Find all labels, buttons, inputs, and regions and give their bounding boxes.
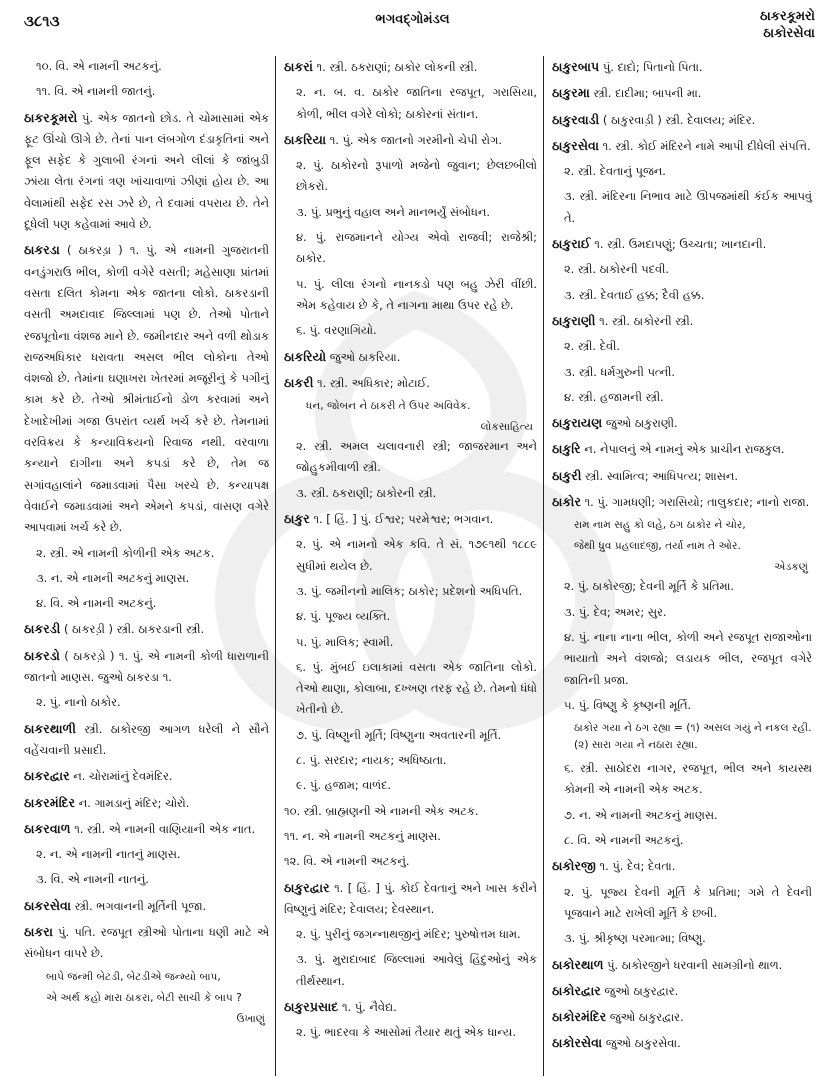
guide-word-first: ઠાકરકૂમરો — [760, 9, 815, 24]
dictionary-entry — [552, 135, 812, 157]
quotation: એ અર્થ કહો મારા ઠાકરા, બેટી સાચી કે બાપ ? — [46, 991, 242, 1004]
sense-definition: ૪. પું. પૂજ્ય વ્યક્તિ. — [296, 609, 391, 624]
sense-definition: ૪. સ્ત્રી. હજામની સ્ત્રી. — [564, 389, 664, 404]
dictionary-entry — [552, 980, 812, 1002]
dictionary-entry — [552, 855, 812, 877]
sense-definition: ૨. પું. ઠાકોરનો રૂપાળો મજેનો જુવાન; છેલછબીલો છોકરો. — [296, 158, 537, 194]
definition-text: ૧. સ્ત્રી. ઉમદાપણું; ઉચ્ચતા; ખાનદાની. — [590, 237, 767, 252]
sense-definition: ૨. સ્ત્રી. ઠાકોરની પદવી. — [564, 262, 669, 277]
definition-text: ૧. સ્ત્રી. એ નામની વાણિયાની એક નાત. — [70, 821, 256, 836]
definition-text: ૧. પું. ગામધણી; ગરાસિયો; તાલુકદાર; નાનો રાજા. — [580, 495, 810, 510]
dictionary-entry — [552, 438, 812, 460]
headword: ઠાકરિયા — [284, 131, 327, 147]
definition-text: ન. ગામડાનું મંદિર; ચોરો. — [75, 795, 190, 810]
headword: ઠાકુરી — [552, 467, 582, 483]
headword: ઠાકુરમા — [552, 85, 590, 101]
sense-definition: ૨. પું. પૂજ્ય દેવની મૂર્તિ કે પ્રતિમા; ગમે તે દેવની પૂજવાને માટે રાખેલી મૂર્તિ કે છબી. — [564, 884, 812, 920]
sense-definition: ૩. સ્ત્રી. ઠકરાણી; ઠાકોરની સ્ત્રી. — [296, 485, 437, 500]
sense-definition: ૩. પું. દેવ; અમર; સુર. — [564, 604, 667, 619]
definition-text: સ્ત્રી. ઠાકોરજી આગળ ધરેલી ને સૌને વહેંચવાની પ્રસાદી. — [24, 721, 269, 757]
dictionary-entry — [284, 346, 537, 368]
definition-text: ૧. [ હિં. ] પું. કોઈ દેવતાનું અને ખાસ કરીને વિષ્ણુનું મંદિર; દેવાલય; દેવસ્થાન. — [284, 880, 537, 916]
headword: ઠાકોરજી — [552, 858, 596, 874]
headword: ઠાકરાં — [284, 59, 313, 74]
dictionary-entry — [284, 372, 537, 394]
sense-definition: ૨. ન. બ. વ. ઠાકોર જાતિના રજપૂત, ગરાસિયા, કોળી, ભીલ વગેરે લોકો; ઠાકોરનાં સંતાન. — [296, 85, 537, 121]
dictionary-columns — [18, 56, 818, 1076]
sense-definition: ૭. ન. એ નામની અટકનું માણસ. — [564, 807, 718, 822]
dictionary-entry — [24, 239, 269, 538]
definition-text: પું. પતિ. રજપૂત સ્ત્રીઓ પોતાના ધણી માટે એ સંબોધન વાપરે છે. — [24, 924, 269, 961]
dictionary-entry — [284, 508, 537, 530]
sense-definition: ૧૧. ન. એ નામની અટકનું માણસ. — [284, 828, 441, 843]
headword: ઠાકુર — [284, 511, 310, 527]
definition-text: ૧. પું. નૈવેદ્ય. — [338, 999, 397, 1014]
sense-definition: ૧૦. સ્ત્રી. બ્રાહ્મણની એ નામની એક અટક. — [284, 803, 479, 818]
sense-definition: ૩. પું. શ્રીકૃષ્ણ પરમાત્મા; વિષ્ણુ. — [564, 931, 706, 946]
headword: ઠાકુરવાડી — [552, 111, 600, 127]
page-number: ૩૮૧૩ — [24, 12, 60, 30]
dictionary-entry — [552, 954, 812, 976]
sense-definition: ૩. પું. મુરાદાબાદ જિલ્લામાં આવેલું હિંદુઓનું એક તીર્થસ્થાન. — [296, 952, 537, 988]
sense-definition: ૬. પું. મુંબઈ ઇલાકામાં વસતા એક જાતિના લોકો. તેઓ થાણા, કોલાબા, દખ્ખણ તરફ રહે છે. તેમનો ધંધો ખેતીનો છે. — [296, 659, 537, 717]
definition-text: ૧. [ હિં. ] પું. ઈશ્વર; પરમેશ્વર; ભગવાન. — [309, 512, 494, 527]
headword: ઠાકરથાળી — [24, 720, 76, 736]
definition-text: જુઓ ઠાકુરદ્વાર. — [606, 1010, 684, 1025]
quotation: રામ નામ સહુ કો લહે, ઠગ ઠાકોર ને ચોર, — [574, 519, 746, 532]
dictionary-entry — [552, 82, 812, 104]
headword: ઠાકરમંદિર — [24, 794, 76, 810]
dictionary-entry — [552, 56, 812, 78]
quotation-source: એડકણું — [774, 561, 808, 574]
headword: ઠાકરસેવા — [24, 897, 71, 913]
dictionary-entry — [24, 765, 269, 787]
sense-definition: ૪. પું. નાના નાના ભીલ, કોળી અને રજપૂત રાજાઓના ભાયાતો અને વંશજો; લડાયક ભીલ, રજપૂત વગેરે જાતિની પ્રજા. — [564, 629, 812, 687]
dictionary-entry — [552, 310, 812, 332]
headword: ઠાકુરદ્વાર — [284, 879, 330, 895]
guide-word-last: ઠાકોરસેવા — [763, 26, 815, 41]
headword: ઠાકોર — [552, 494, 581, 510]
sense-definition: ૧૦. વિ. એ નામની અટકનું. — [36, 59, 162, 73]
sense-definition: ૩. વિ. એ નામની નાતનું. — [36, 872, 149, 887]
definition-text: ( ઠાકુરવાડ઼ી ) સ્ત્રી. દેવાલય; મંદિર. — [599, 112, 756, 127]
sense-definition: ૩. પું. પ્રભુનું વહાલ અને માનભર્યું સંબોધન. — [296, 204, 490, 219]
definition-text: ( ઠાકરડ઼ો ) ૧. પું. એ નામની કોળી ધારાળાની જાતનો માણસ. જુઓ ઠાકરડા ૧. — [24, 648, 269, 685]
headword: ઠાકોરદ્વાર — [552, 982, 601, 998]
column-1 — [18, 56, 276, 1076]
dictionary-entry — [284, 129, 537, 151]
sense-definition: ૨. પું. ઠાકોરજી; દેવની મૂર્તિ કે પ્રતિમા. — [564, 579, 734, 594]
sense-definition: ૩. સ્ત્રી. દેવતાઈ હક્ક; દૈવી હક્ક. — [564, 287, 705, 302]
quotation: ધન, જોબન ને ઠાકરી તે ઉપર અવિવેક. — [306, 400, 471, 413]
headword: ઠાકરી — [284, 374, 314, 390]
headword: ઠાકરડો — [24, 647, 60, 663]
sense-definition: ૮. વિ. એ નામની અટકનું. — [564, 833, 684, 848]
dictionary-entry — [284, 877, 537, 921]
headword: ઠાકુરસેવા — [552, 137, 599, 153]
definition-text: ૧. સ્ત્રી. કોઈ મંદિરને નામે આપી દીધેલી સંપત્તિ. — [598, 138, 811, 153]
sense-definition: ૩. ન. એ નામની અટકનું માણસ. — [36, 570, 190, 585]
definition-text: ૧. સ્ત્રી. અધિકાર; મોટાઈ. — [313, 375, 430, 390]
sense-definition: ૩. પું. જમીનનો માલિક; ઠાકોર; પ્રદેશનો અધિપતિ. — [296, 583, 523, 598]
definition-text: ૧. સ્ત્રી. ઠાકોરની સ્ત્રી. — [595, 313, 694, 328]
definition-text: ૧. સ્ત્રી. ઠકરાણાં; ઠાકોર લોકની સ્ત્રી. — [312, 60, 478, 74]
headword: ઠાકોરમંદિર — [552, 1009, 607, 1025]
definition-text: પું. એક જાતનો છોડ. તે ચોમાસામાં એક ફૂટ ઊંચો ઊગે છે. તેનાં પાન લંબગોળ દંડાકૃતિનાં અને ફૂલ સફેદ કે ગુલાબી રંગનાં અને લીલાં કે જાંબુડી ઝાંયા લેતા રંગનાં ત્રણ ખાંચાવાળાં ઝીણાં હોય છે. આ વેલામાંથી સફેદ રસ ઝરે છે, તે દવામાં વપરાય છે. તેને દૂધેલી પણ કહેવામાં આવે છે. — [24, 110, 269, 232]
book-title: ભગવદ્ગોમંડલ — [375, 12, 450, 27]
definition-text: સ્ત્રી. ભગવાનની મૂર્તિની પૂજા. — [70, 898, 207, 913]
sense-definition: ૩. સ્ત્રી. ધર્મગુરુની પત્ની. — [564, 364, 675, 379]
dictionary-entry — [284, 996, 537, 1018]
headword: ઠાકુરિ — [552, 441, 581, 457]
headword: ઠાકરા — [24, 923, 53, 939]
headword: ઠાકરકૂમરો — [24, 109, 78, 125]
dictionary-entry — [24, 792, 269, 814]
dictionary-entry — [24, 895, 269, 917]
quotation-source: લોકસાહિત્ય — [480, 421, 533, 434]
headword: ઠાકોરસેવા — [552, 1035, 603, 1051]
headword: ઠાકુરપ્રસાદ — [284, 998, 339, 1014]
sense-definition: ૨. પું. પુરીનું જગન્નાથજીનું મંદિર; પુરુષોત્તમ ધામ. — [296, 927, 521, 942]
headword: ઠાકરદ્વાર — [24, 768, 70, 784]
headword: ઠાકુરાઈ — [552, 236, 591, 252]
headword: ઠાકરડી — [24, 621, 61, 637]
headword: ઠાકરવાળ — [24, 820, 71, 836]
sense-definition: ૨. સ્ત્રી. દેવી. — [564, 339, 620, 354]
sense-definition: ૨. સ્ત્રી. દેવતાનું પૂજન. — [564, 164, 666, 179]
sense-definition: ૧૨. વિ. એ નામની અટકનું. — [284, 854, 410, 869]
dictionary-entry — [24, 718, 269, 762]
sense-definition: ૮. પું. સરદાર; નાયક; અધિષ્ઠાતા. — [296, 753, 447, 768]
column-3 — [544, 56, 818, 1076]
definition-text: ( ઠાકરડ઼ી ) સ્ત્રી. ઠાકરડાની સ્ત્રી. — [60, 622, 205, 637]
definition-text: ૧. પું. એક જાતનો ગરમીનો ચેપી રોગ. — [326, 132, 502, 147]
definition-text: ૧. પું. દેવ; દેવતા. — [595, 859, 676, 874]
definition-text: ન. ચોરામાંનું દેવમંદિર. — [69, 769, 173, 784]
definition-text: પું. દાદો; પિતાનો પિતા. — [599, 60, 703, 74]
page-header — [0, 0, 825, 52]
dictionary-entry — [24, 618, 269, 640]
sense-definition: ૪. વિ. એ નામની અટકનું. — [36, 596, 157, 611]
definition-text: સ્ત્રી. સ્વામિત્વ; આધિપત્ય; શાસન. — [581, 468, 738, 483]
sense-definition: ૨. સ્ત્રી. અમલ ચલાવનારી સ્ત્રી; જાજરમાન અને જોહુકમીવાળી સ્ત્રી. — [296, 439, 537, 475]
sense-definition: ૫. પું. વિષ્ણુ કે કૃષ્ણની મૂર્તિ. — [564, 697, 692, 712]
definition-text: જુઓ ઠાકરિયા. — [326, 349, 401, 364]
quotation: જેથી ધ્રુવ પ્રહલાદજી, તર્યા નામ તે ઓર. — [574, 540, 741, 553]
dictionary-entry — [24, 645, 269, 689]
column-2 — [276, 56, 544, 1076]
dictionary-entry — [24, 818, 269, 840]
quotation: ઠાકોર ગયા ને ઠગ રહ્યા = (૧) અસલ ગયું ને નકલ રહી. (૨) સારા ગયા ને નઠારા રહ્યા. — [574, 722, 812, 752]
sense-definition: ૪. પું. રાજમાનને યોગ્ય એવો રાજવી; રાજેશ્રી; ઠાકોર. — [296, 230, 537, 266]
sense-definition: ૬. પું. વરણાગિયો. — [296, 323, 377, 338]
headword: ઠાકરિયો — [284, 348, 327, 364]
definition-text: ન. નેપાલનું એ નામનું એક પ્રાચીન રાજકુલ. — [580, 442, 785, 457]
sense-definition: ૨. ન. એ નામની નાતનું માણસ. — [36, 847, 181, 862]
quotation: બાપે જન્મી બેટડી, બેટડીએ જન્મ્યો બાપ, — [46, 970, 221, 983]
headword: ઠાકુરાયણ — [552, 415, 603, 431]
sense-definition: ૨. પું. ભાદરવા કે આસોમાં તૈયાર થતું એક ધાન્ય. — [296, 1025, 516, 1040]
definition-text: પું. ઠાકોરજીને ધરવાની સામગ્રીનો થાળ. — [603, 957, 783, 972]
dictionary-entry — [552, 109, 812, 131]
sense-definition: ૬. સ્ત્રી. સાઠોદરા નાગર, રજપૂત, ભીલ અને કાયસ્થ કોમની એ નામની એક અટક. — [564, 761, 812, 797]
dictionary-entry — [552, 1006, 812, 1028]
sense-definition: ૨. સ્ત્રી. એ નામની કોળીની એક અટક. — [36, 545, 215, 560]
sense-definition: ૫. પું. લીલા રંગનો નાનકડો પણ બહુ ઝેરી વીંછી. એમ કહેવાય છે કે, તે નાગના માથા ઉપર રહે છે. — [296, 276, 537, 312]
dictionary-entry — [552, 1032, 812, 1054]
dictionary-entry — [552, 233, 812, 255]
sense-definition: ૯. પું. હજામ; વાળંદ. — [296, 778, 392, 793]
dictionary-entry — [284, 56, 537, 78]
sense-definition: ૭. પું. વિષ્ણુની મૂર્તિ; વિષ્ણુના અવતારની મૂર્તિ. — [296, 727, 502, 742]
sense-definition: ૨. પું. નાનો ઠાકોર. — [36, 695, 121, 710]
headword: ઠાકુરાણી — [552, 312, 596, 328]
dictionary-entry — [24, 107, 269, 236]
definition-text: જુઓ ઠાકુરસેવા. — [602, 1036, 681, 1051]
definition-text: ( ઠાકરડ઼ા ) ૧. પું. એ નામની ગુજરાતની વનડુંગરાઉ ભીલ, કોળી વગેરે વસતી; મહેસાણા પ્રાંતમાં વસતા દલિત કોમના એક જાતના લોકો. ઠાકરડાની વસતી અમદાવાદ જિલ્લામાં પણ છે. તેઓ પોતાને રજપૂતોના વંશજ માને છે. જમીનદાર અને વળી થોડાક રાજઅધિકાર ધરાવતા અસલ ભીલ લોકોના તેઓ વંશજો છે. તેમાંના ઘણાખરા ખેતરમાં મજૂરીનું કે પગીનું કામ કરે છે. તેઓ શ્રીમંતાઈનો ડોળ કરવામાં અને દેખાદેખીમાં ગજા ઉપરાંત વ્યર્થ ખર્ચ કરે છે. તેમનામાં વરવિક્રય કે કન્યાવિક્રયનો રિવાજ નથી. વરવાળા કન્યાને દાગીના અને કપડાં કરે છે, તેમ જ સગાંવહાલાંને જમાડવામાં પૈસા ખરચે છે. કન્યાપક્ષ વેવાઈને જમાડવામાં અને એમને કપડાં, વાસણ વગેરે આપવામાં ખર્ચ કરે છે. — [24, 243, 269, 535]
quotation-source: ઉખાણું — [236, 1012, 265, 1025]
dictionary-entry — [24, 921, 269, 965]
definition-text: સ્ત્રી. દાદીમા; બાપની મા. — [589, 86, 702, 101]
guide-words — [760, 8, 815, 42]
headword: ઠાકુરબાપ — [552, 59, 600, 74]
headword: ઠાકોરથાળ — [552, 956, 604, 972]
dictionary-entry — [552, 491, 812, 513]
sense-definition: ૩. સ્ત્રી. મંદિરના નિભાવ માટે ઊપજમાંથી કંઈક આપવું તે. — [564, 189, 812, 225]
dictionary-entry — [552, 465, 812, 487]
definition-text: જુઓ ઠાકુરાણી. — [602, 416, 678, 431]
definition-text: જુઓ ઠાકુરદ્વાર. — [600, 983, 679, 998]
sense-definition: ૨. પું. એ નામનો એક કવિ. તે સં. ૧૭૯૧થી ૧૮૮૯ સુધીમાં થયેલ છે. — [296, 537, 537, 573]
headword: ઠાકરડા — [24, 242, 60, 258]
sense-definition: ૫. પું. માલિક; સ્વામી. — [296, 634, 394, 649]
dictionary-entry — [552, 412, 812, 434]
sense-definition: ૧૧. વિ. એ નામની જાતનું. — [36, 84, 156, 99]
